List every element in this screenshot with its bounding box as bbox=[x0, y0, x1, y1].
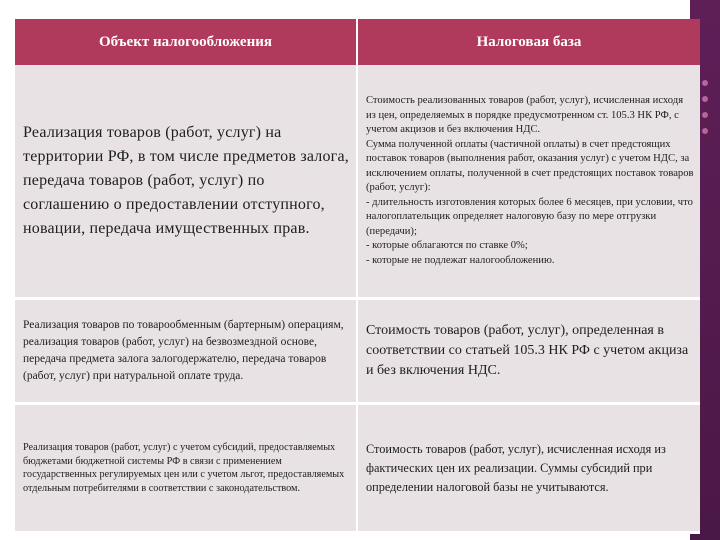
base-paragraph: - которые облагаются по ставке 0%; bbox=[366, 240, 528, 251]
base-cell bbox=[357, 299, 700, 404]
table-row bbox=[15, 65, 700, 299]
header-object: Объект налогообложения bbox=[15, 19, 357, 65]
object-cell: Реализация товаров (работ, услуг) с учетом субсидий, предоставляемых бюджетами бюджетной системы РФ в связи с применением государственных регулируемых цен или с учетом льгот, предоставляемых отдельным потребителями в соответствии с законодательством. bbox=[15, 404, 357, 533]
table-row bbox=[15, 299, 700, 404]
table-header-row bbox=[15, 19, 700, 65]
base-paragraph: Стоимость реализованных товаров (работ, услуг), исчисленная исходя из цен, определяемых в порядке предусмотренном ст. 105.3 НК РФ, с учетом акцизов и без включения НДС. bbox=[366, 95, 684, 135]
tax-base-table bbox=[15, 19, 700, 534]
decorative-dots bbox=[701, 80, 709, 144]
base-paragraph: Стоимость товаров (работ, услуг), исчисленная исходя из фактических цен их реализации. Суммы субсидий при определении налоговой базы не учитываются. bbox=[366, 441, 666, 494]
base-paragraph: Сумма полученной оплаты (частичной оплаты) в счет предстоящих поставок товаров (выполнения работ, оказания услуг) с учетом НДС, за исключением оплаты, полученной в счет предстоящих поставок товаров (работ, услуг): bbox=[366, 138, 694, 193]
object-cell: Реализация товаров по товарообменным (бартерным) операциям, реализация товаров (работ, услуг) на безвозмездной основе, передача предмета залога залогодержателю, передача товаров (работ, услуг) при натуральной оплате труда. bbox=[15, 299, 357, 404]
base-cell bbox=[357, 65, 700, 299]
base-paragraph: - длительность изготовления которых более 6 месяцев, при условии, что налогоплательщик определяет налоговую базу по мере отгрузки (передачи); bbox=[366, 196, 693, 237]
table-row bbox=[15, 404, 700, 533]
header-base: Налоговая база bbox=[357, 19, 700, 65]
object-cell: Реализация товаров (работ, услуг) на территории РФ, в том числе предметов залога, передача товаров (работ, услуг) по соглашению о предоставлении отступного, новации, передача имущественных прав. bbox=[15, 65, 357, 299]
base-paragraph: Стоимость товаров (работ, услуг), определенная в соответствии со статьей 105.3 НК РФ с учетом акциза и без включения НДС. bbox=[366, 323, 689, 378]
base-cell bbox=[357, 404, 700, 533]
base-paragraph: - которые не подлежат налогообложению. bbox=[366, 254, 555, 266]
